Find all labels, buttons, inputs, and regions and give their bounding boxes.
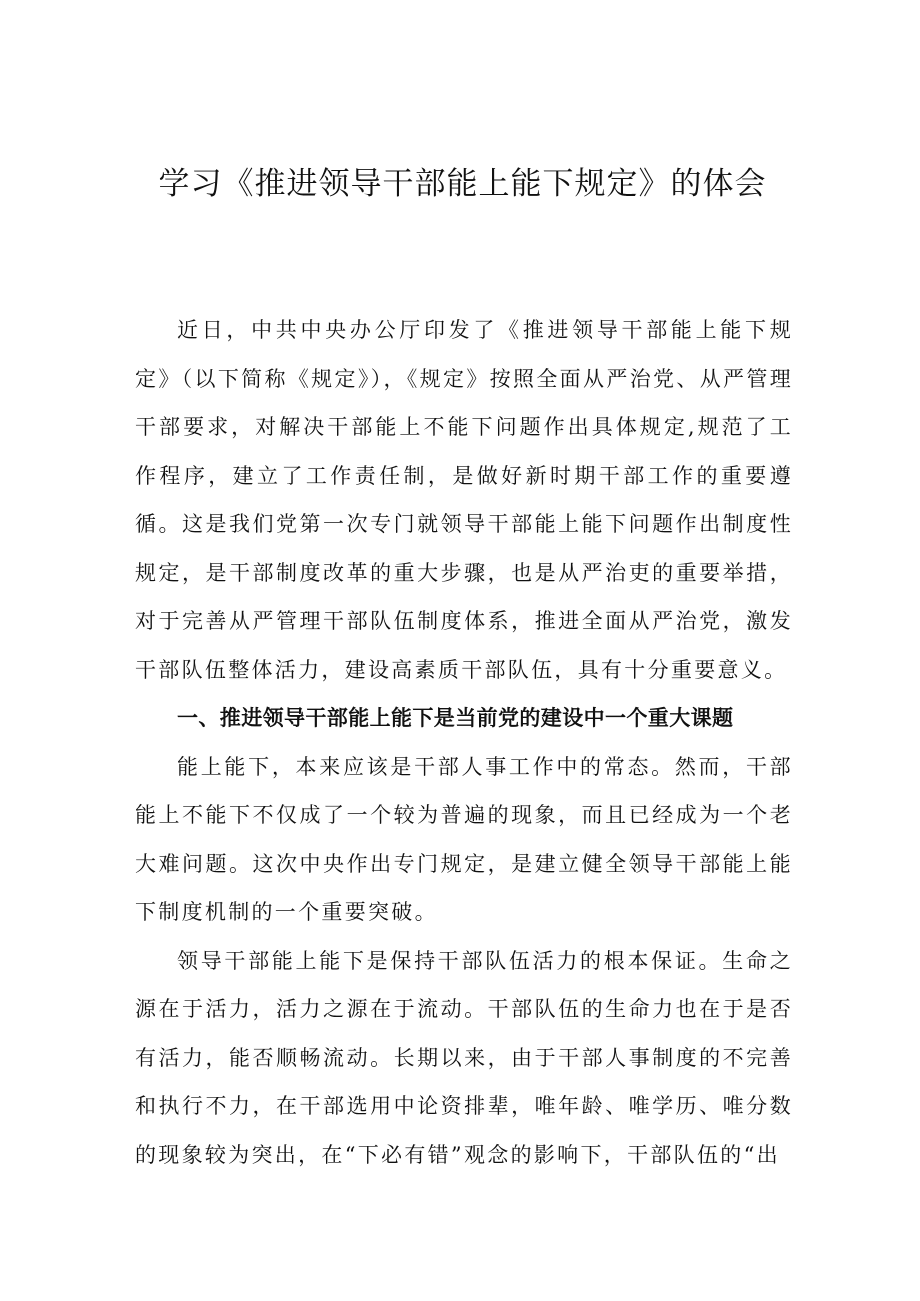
paragraph-2: 能上能下，本来应该是干部人事工作中的常态。然而，干部能上不能下不仅成了一个较为普遍的现象，而且已经成为一个老大难问题。这次中央作出专门规定，是建立健全领导干部能上能下制度机制的一个重要突破。 bbox=[135, 754, 793, 924]
paragraph-3: 领导干部能上能下是保持干部队伍活力的根本保证。生命之源在于活力，活力之源在于流动。干部队伍的生命力也在于是否有活力，能否顺畅流动。长期以来，由于干部人事制度的不完善和执行不力，在干部选用中论资排辈，唯年龄、唯学历、唯分数的现象较为突出，在“下必有错”观念的影响下，干部队伍的“出 bbox=[135, 948, 793, 1167]
document-title: 学习《推进领导干部能上能下规定》的体会 bbox=[158, 166, 767, 202]
paragraph-intro: 近日，中共中央办公厅印发了《推进领导干部能上能下规定》（以下简称《规定》），《规定》按照全面从严治党、从严管理干部要求，对解决干部能上不能下问题作出具体规定,规范了工作程序，建立了工作责任制，是做好新时期干部工作的重要遵循。这是我们党第一次专门就领导干部能上能下问题作出制度性规定，是干部制度改革的重大步骤，也是从严治吏的重要举措，对于完善从严管理干部队伍制度体系，推进全面从严治党，激发干部队伍整体活力，建设高素质干部队伍，具有十分重要意义。 bbox=[135, 318, 793, 682]
document-body bbox=[135, 306, 793, 1179]
section-heading-1: 一、推进领导干部能上能下是当前党的建设中一个重大课题 bbox=[177, 706, 734, 730]
